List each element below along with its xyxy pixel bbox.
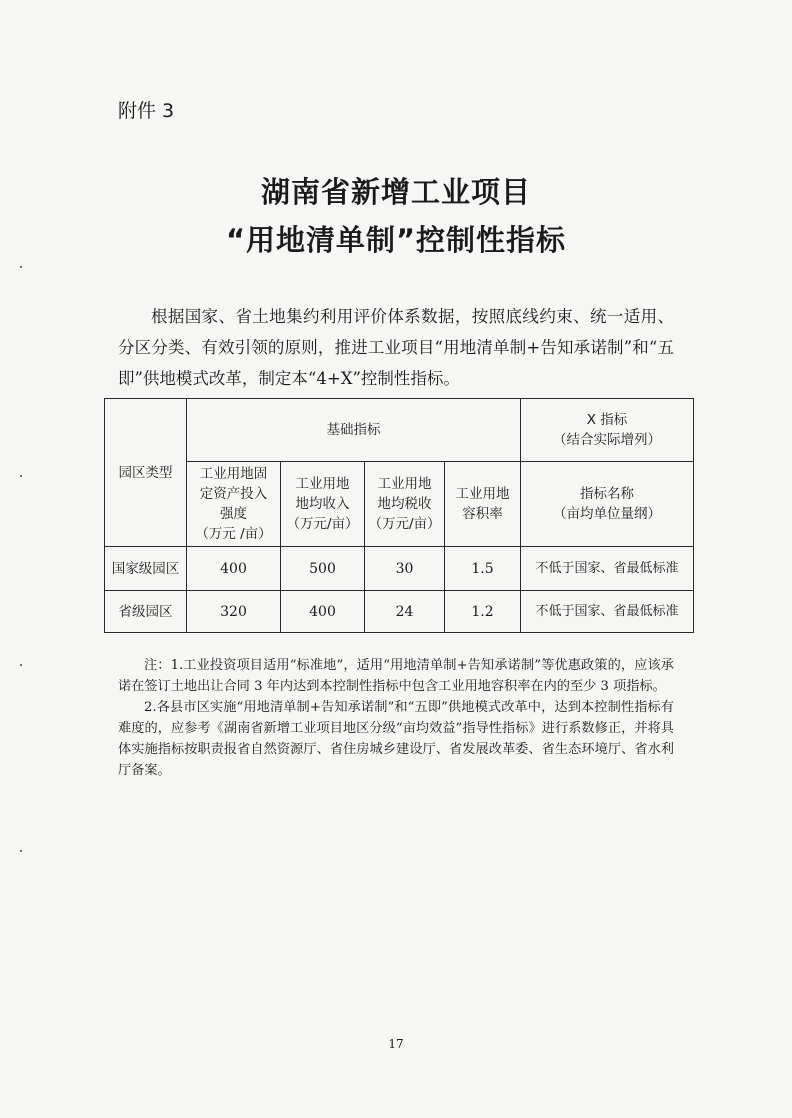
attachment-label: 附件 3 — [118, 100, 175, 122]
header-unit: （亩均单位量纲） — [553, 506, 661, 522]
table-row — [105, 591, 694, 633]
header-text: 工业用地 — [295, 476, 350, 492]
header-x-indicators — [521, 399, 694, 462]
cell-invest: 320 — [187, 591, 281, 633]
intro-paragraph: 根据国家、省土地集约利用评价体系数据，按照底线约束、统一适用、分区分类、有效引领的原则，推进工业项目“用地清单制+告知承诺制”和“五即”供地模式改革，制定本“4+X”控制性指标。 — [118, 307, 674, 388]
header-text: 强度 — [220, 506, 247, 522]
header-land-revenue — [281, 462, 365, 547]
cell-park-type: 省级园区 — [105, 591, 187, 633]
cell-tax: 24 — [365, 591, 445, 633]
header-x-indicator-name — [521, 462, 694, 547]
cell-tax: 30 — [365, 547, 445, 591]
header-basic-indicators: 基础指标 — [187, 399, 521, 462]
header-text: 定资产投入 — [199, 486, 268, 502]
header-text: 容积率 — [462, 506, 503, 522]
header-unit: （万元 /亩） — [195, 526, 272, 542]
table-row — [105, 547, 694, 591]
cell-revenue: 500 — [281, 547, 365, 591]
margin-dot — [20, 850, 22, 852]
note-2: 2.各县市区实施“用地清单制+告知承诺制”和“五即”供地模式改革中，达到本控制性指标有难度的，应参考《湖南省新增工业项目地区分级“亩均效益”指导性指标》进行系数修正，并将具体实施指标按职责报省自然资源厅、省住房城乡建设厅、省发展改革委、省生态环境厅、省水利厅备案。 — [118, 700, 674, 778]
document-title-line1: 湖南省新增工业项目 — [260, 175, 531, 209]
header-invest-intensity — [187, 462, 281, 547]
cell-x-indicator: 不低于国家、省最低标准 — [521, 547, 694, 591]
header-unit: （万元/亩） — [368, 516, 441, 532]
cell-revenue: 400 — [281, 591, 365, 633]
cell-x-indicator: 不低于国家、省最低标准 — [521, 591, 694, 633]
header-x-title: X 指标 — [586, 412, 628, 428]
header-floor-area-ratio — [445, 462, 521, 547]
header-park-type: 园区类型 — [105, 399, 187, 547]
indicator-table — [104, 398, 694, 633]
header-text: 指标名称 — [580, 486, 634, 502]
page-number: 17 — [388, 1037, 404, 1051]
notes-section — [118, 655, 674, 781]
header-text: 工业用地 — [455, 486, 510, 502]
header-text: 地均税收 — [377, 496, 432, 512]
cell-park-type: 国家级园区 — [105, 547, 187, 591]
header-unit: （万元/亩） — [286, 516, 359, 532]
note-1: 注：1.工业投资项目适用“标准地”，适用“用地清单制+告知承诺制”等优惠政策的，应该承诺在签订土地出让合同 3 年内达到本控制性指标中包含工业用地容积率在内的至少 3 项指标。 — [118, 658, 674, 694]
header-text: 工业用地固 — [199, 466, 268, 482]
header-text: 地均收入 — [295, 496, 350, 512]
margin-dot — [20, 475, 22, 477]
cell-far: 1.2 — [445, 591, 521, 633]
document-title-line2: “用地清单制”控制性指标 — [225, 223, 567, 257]
header-land-tax — [365, 462, 445, 547]
margin-dot — [20, 664, 22, 666]
margin-dot — [20, 266, 22, 268]
cell-far: 1.5 — [445, 547, 521, 591]
cell-invest: 400 — [187, 547, 281, 591]
header-text: 工业用地 — [377, 476, 432, 492]
header-x-subtitle: （结合实际增列） — [553, 432, 661, 448]
